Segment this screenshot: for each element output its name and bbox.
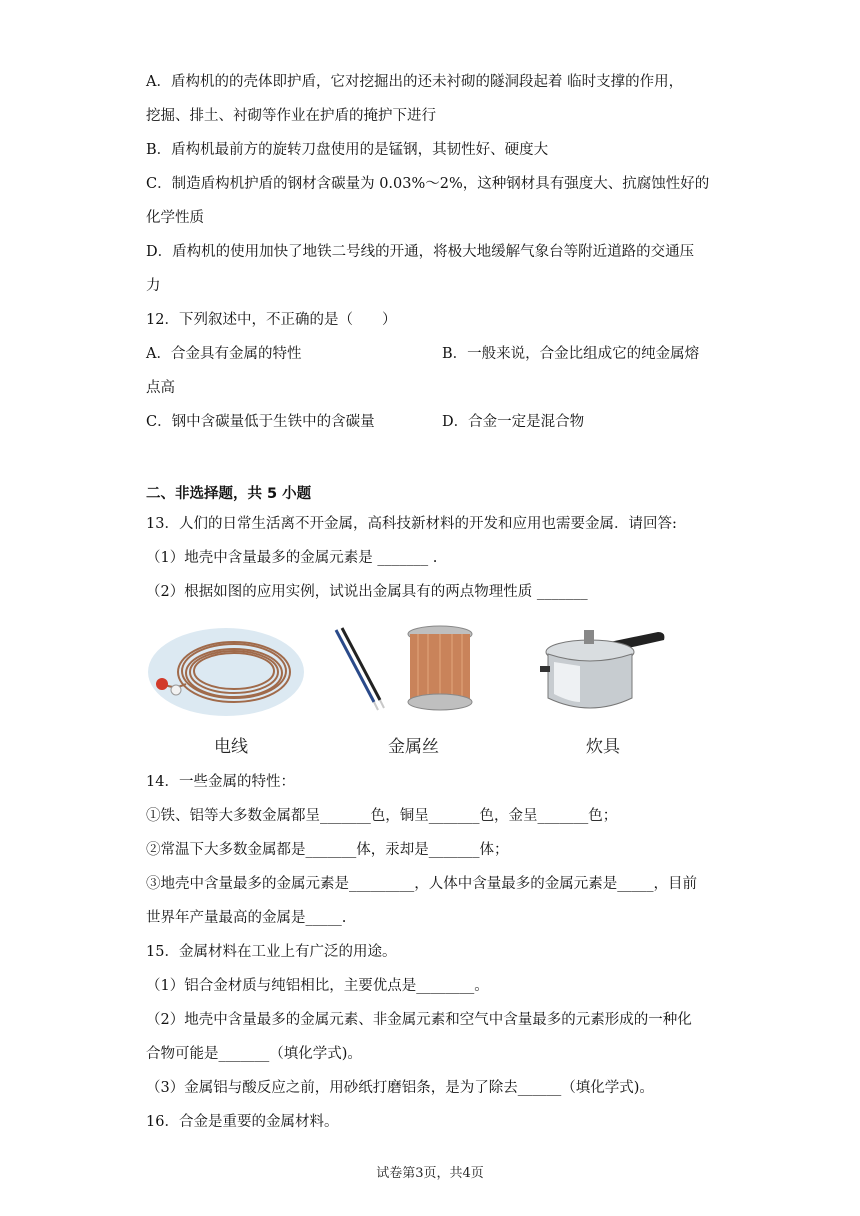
q15-part2-line1: （2）地壳中含量最多的金属元素、非金属元素和空气中含量最多的元素形成的一种化 [146, 1012, 692, 1028]
q12-option-b-line1: B．一般来说，合金比组成它的纯金属熔 [442, 346, 700, 362]
q11-option-c-line1: C．制造盾构机护盾的钢材含碳量为 0.03%～2%，这种钢材具有强度大、抗腐蚀性好的 [146, 176, 710, 192]
q14-line1: ①铁、铝等大多数金属都呈_______色，铜呈_______色，金呈_______色； [146, 808, 618, 824]
q16-stem: 16．合金是重要的金属材料。 [146, 1114, 339, 1130]
q12-option-a: A．合金具有金属的特性 [146, 346, 302, 362]
q12-stem: 12．下列叙述中，不正确的是（ ） [146, 312, 397, 328]
q14-line3b: 世界年产量最高的金属是_____. [146, 910, 347, 926]
q14-line2: ②常温下大多数金属都是_______体，汞却是_______体； [146, 842, 509, 858]
q13-stem: 13．人们的日常生活离不开金属，高科技新材料的开发和应用也需要金属．请回答: [146, 516, 677, 532]
caption-cookware: 炊具 [586, 737, 620, 757]
q11-option-b: B．盾构机最前方的旋转刀盘使用的是锰钢，其韧性好、硬度大 [146, 142, 549, 158]
q14-stem: 14．一些金属的特性： [146, 774, 295, 790]
q15-part2-line2: 合物可能是_______（填化学式)。 [146, 1046, 362, 1062]
caption-metal-wire: 金属丝 [388, 737, 439, 757]
q15-part1: （1）铝合金材质与纯铝相比，主要优点是________。 [146, 978, 489, 994]
page-footer: 试卷第3页，共4页 [376, 1166, 484, 1181]
q11-option-d-line2: 力 [146, 278, 161, 294]
q15-stem: 15．金属材料在工业上有广泛的用途。 [146, 944, 397, 960]
q12-option-b-line2: 点高 [146, 380, 175, 396]
q11-option-a-line2: 挖掘、排土、衬砌等作业在护盾的掩护下进行 [146, 108, 436, 124]
q13-part2: （2）根据如图的应用实例，试说出金属具有的两点物理性质 _______ [146, 584, 588, 600]
q12-option-c: C．钢中含碳量低于生铁中的含碳量 [146, 414, 375, 430]
q11-option-a-line1: A．盾构机的的壳体即护盾，它对挖掘出的还未衬砌的隧洞段起着 临时支撑的作用， [146, 74, 684, 90]
section-heading: 二、非选择题，共 5 小题 [146, 486, 312, 502]
q12-option-d: D．合金一定是混合物 [442, 414, 585, 430]
q11-option-c-line2: 化学性质 [146, 210, 204, 226]
electric-wire-image [146, 624, 306, 720]
q13-part1: （1）地壳中含量最多的金属元素是 _______ . [146, 550, 438, 566]
q15-part3: （3）金属铝与酸反应之前，用砂纸打磨铝条，是为了除去______（填化学式)。 [146, 1080, 654, 1096]
q14-line3a: ③地壳中含量最多的金属元素是_________，人体中含量最多的金属元素是_____，目前 [146, 876, 697, 892]
metal-wire-image [330, 624, 480, 714]
q11-option-d-line1: D．盾构机的使用加快了地铁二号线的开通，将极大地缓解气象台等附近道路的交通压 [146, 244, 695, 260]
cookware-image [540, 622, 670, 718]
caption-electric-wire: 电线 [214, 737, 248, 757]
